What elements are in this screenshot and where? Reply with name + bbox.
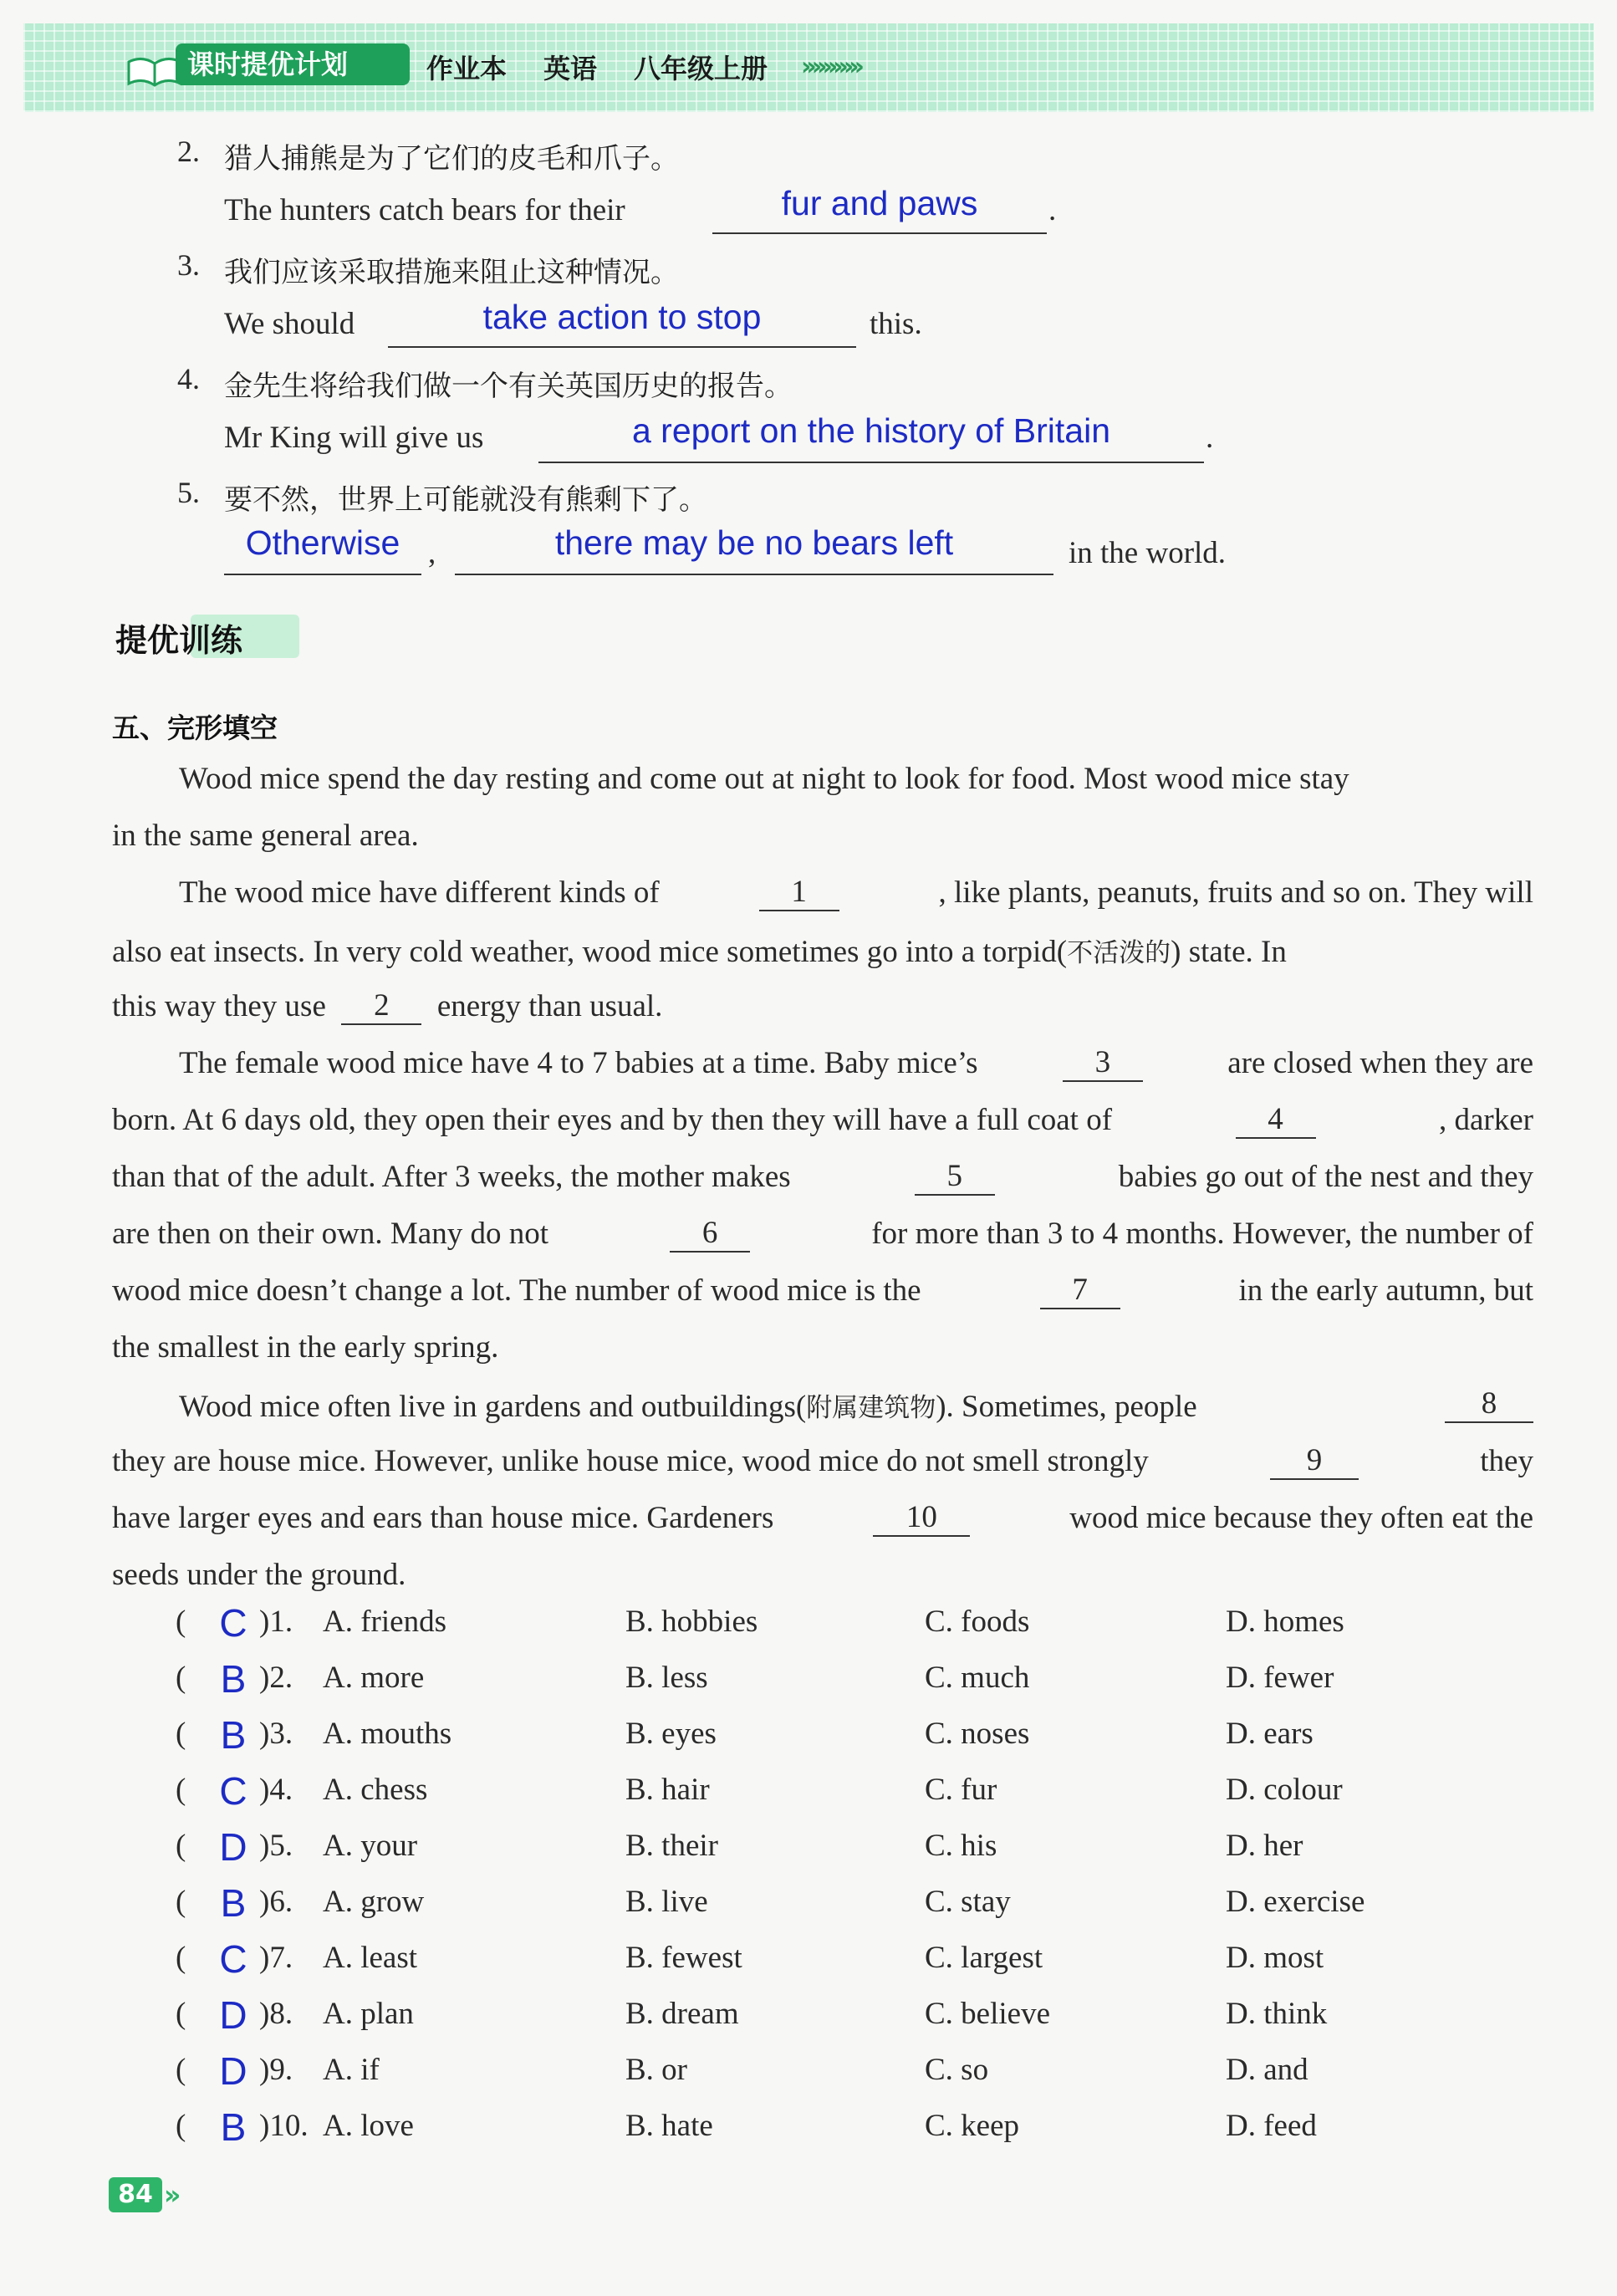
passage-line: also eat insects. In very cold weather, wood mice sometimes go into a torpid(不活泼的) state. In bbox=[112, 935, 1287, 969]
passage-line: born. At 6 days old, they open their eyes and by then they will have a full coat of 4 , darker bbox=[112, 1102, 1533, 1137]
header-arrows-icon: ››››››››››› bbox=[801, 52, 860, 82]
cloze-blank: 4 bbox=[1236, 1102, 1316, 1139]
answer-blank bbox=[538, 462, 1204, 463]
answer-mark: B bbox=[220, 1713, 247, 1757]
passage-line: Wood mice spend the day resting and come out at night to look for food. Most wood mice stay bbox=[179, 762, 1349, 796]
item-chinese: 猎人捕熊是为了它们的皮毛和爪子。 bbox=[224, 142, 679, 176]
item-english: Mr King will give us bbox=[224, 421, 484, 455]
series-badge: 课时提优计划 bbox=[176, 43, 410, 85]
item-comma: , bbox=[428, 536, 436, 570]
answer-mark: C bbox=[219, 1601, 247, 1645]
answer-mark: D bbox=[219, 1825, 247, 1869]
handwritten-answer: fur and paws bbox=[781, 184, 978, 222]
subsection-title: 五、完形填空 bbox=[112, 712, 278, 744]
passage-line: Wood mice often live in gardens and outbuildings(附属建筑物). Sometimes, people 8 bbox=[179, 1386, 1533, 1425]
header-title bbox=[426, 48, 768, 86]
item-punct: . bbox=[1048, 193, 1057, 227]
option-row: ( B )2. A. more B. less C. much D. fewer bbox=[176, 1657, 1334, 1701]
answer-mark: B bbox=[220, 2105, 247, 2149]
answer-mark: C bbox=[219, 1769, 247, 1813]
cloze-blank: 10 bbox=[873, 1500, 970, 1537]
item-english: The hunters catch bears for their bbox=[224, 193, 625, 227]
option-row: ( D )8. A. plan B. dream C. believe D. think bbox=[176, 1993, 1328, 2037]
item-number: 3. bbox=[177, 248, 200, 282]
item-chinese: 我们应该采取措施来阻止这种情况。 bbox=[224, 256, 679, 289]
cloze-blank: 8 bbox=[1445, 1386, 1533, 1423]
item-number: 2. bbox=[177, 135, 200, 168]
cloze-blank: 7 bbox=[1040, 1273, 1120, 1309]
item-english-tail: in the world. bbox=[1069, 536, 1227, 570]
book-type: 作业本 bbox=[426, 53, 508, 84]
option-row: ( B )10. A. love B. hate C. keep D. feed bbox=[176, 2105, 1317, 2149]
page-arrows-icon: ›› bbox=[164, 2179, 176, 2211]
answer-mark: B bbox=[220, 1657, 247, 1701]
item-english: We should bbox=[224, 307, 355, 341]
item-number: 5. bbox=[177, 476, 200, 509]
answer-mark: D bbox=[219, 1993, 247, 2037]
passage-line: seeds under the ground. bbox=[112, 1558, 406, 1592]
item-punct: . bbox=[1206, 421, 1214, 455]
passage-line: wood mice doesn’t change a lot. The number of wood mice is the 7 in the early autumn, but bbox=[112, 1273, 1533, 1308]
subject: 英语 bbox=[543, 53, 598, 84]
cloze-blank: 3 bbox=[1063, 1045, 1143, 1082]
answer-blank bbox=[712, 232, 1047, 234]
answer-mark: D bbox=[219, 2049, 247, 2093]
answer-blank bbox=[455, 574, 1053, 575]
section-title: 提优训练 bbox=[115, 622, 243, 659]
passage-line: The wood mice have different kinds of 1 , like plants, peanuts, fruits and so on. They will bbox=[179, 875, 1533, 910]
page-number: 84 bbox=[109, 2177, 162, 2212]
answer-mark: C bbox=[219, 1937, 247, 1981]
answer-blank bbox=[224, 574, 421, 575]
answer-blank bbox=[388, 346, 856, 348]
passage-line: they are house mice. However, unlike house mice, wood mice do not smell strongly 9 they bbox=[112, 1443, 1533, 1478]
item-english-tail: this. bbox=[870, 307, 922, 341]
passage-line: than that of the adult. After 3 weeks, the mother makes 5 babies go out of the nest and they bbox=[112, 1159, 1533, 1194]
cloze-blank: 9 bbox=[1270, 1443, 1359, 1480]
option-row: ( B )6. A. grow B. live C. stay D. exercise bbox=[176, 1881, 1365, 1925]
handwritten-answer: take action to stop bbox=[482, 298, 762, 336]
passage-line: have larger eyes and ears than house mice. Gardeners 10 wood mice because they often eat the bbox=[112, 1500, 1533, 1535]
item-chinese: 金先生将给我们做一个有关英国历史的报告。 bbox=[224, 370, 793, 403]
passage-line: this way they use 2 energy than usual. bbox=[112, 988, 663, 1023]
passage-line: in the same general area. bbox=[112, 819, 419, 853]
cloze-blank: 1 bbox=[759, 875, 839, 911]
option-row: ( C )7. A. least B. fewest C. largest D. most bbox=[176, 1937, 1324, 1981]
passage-line: The female wood mice have 4 to 7 babies at a time. Baby mice’s 3 are closed when they are bbox=[179, 1045, 1533, 1080]
cloze-blank: 2 bbox=[341, 988, 421, 1025]
option-row: ( D )9. A. if B. or C. so D. and bbox=[176, 2049, 1308, 2093]
handwritten-answer: Otherwise bbox=[245, 523, 400, 562]
option-row: ( C )1. A. friends B. hobbies C. foods D. homes bbox=[176, 1601, 1344, 1645]
handwritten-answer: a report on the history of Britain bbox=[631, 411, 1111, 450]
item-chinese: 要不然，世界上可能就没有熊剩下了。 bbox=[224, 483, 707, 517]
grade: 八年级上册 bbox=[634, 53, 768, 84]
option-row: ( B )3. A. mouths B. eyes C. noses D. ears bbox=[176, 1713, 1313, 1757]
passage-line: are then on their own. Many do not 6 for more than 3 to 4 months. However, the number of bbox=[112, 1216, 1533, 1251]
handwritten-answer: there may be no bears left bbox=[554, 523, 954, 562]
passage-line: the smallest in the early spring. bbox=[112, 1330, 499, 1365]
item-number: 4. bbox=[177, 362, 200, 395]
cloze-blank: 6 bbox=[670, 1216, 750, 1253]
option-row: ( D )5. A. your B. their C. his D. her bbox=[176, 1825, 1303, 1869]
option-row: ( C )4. A. chess B. hair C. fur D. colour bbox=[176, 1769, 1343, 1813]
cloze-blank: 5 bbox=[915, 1159, 995, 1196]
answer-mark: B bbox=[220, 1881, 247, 1925]
